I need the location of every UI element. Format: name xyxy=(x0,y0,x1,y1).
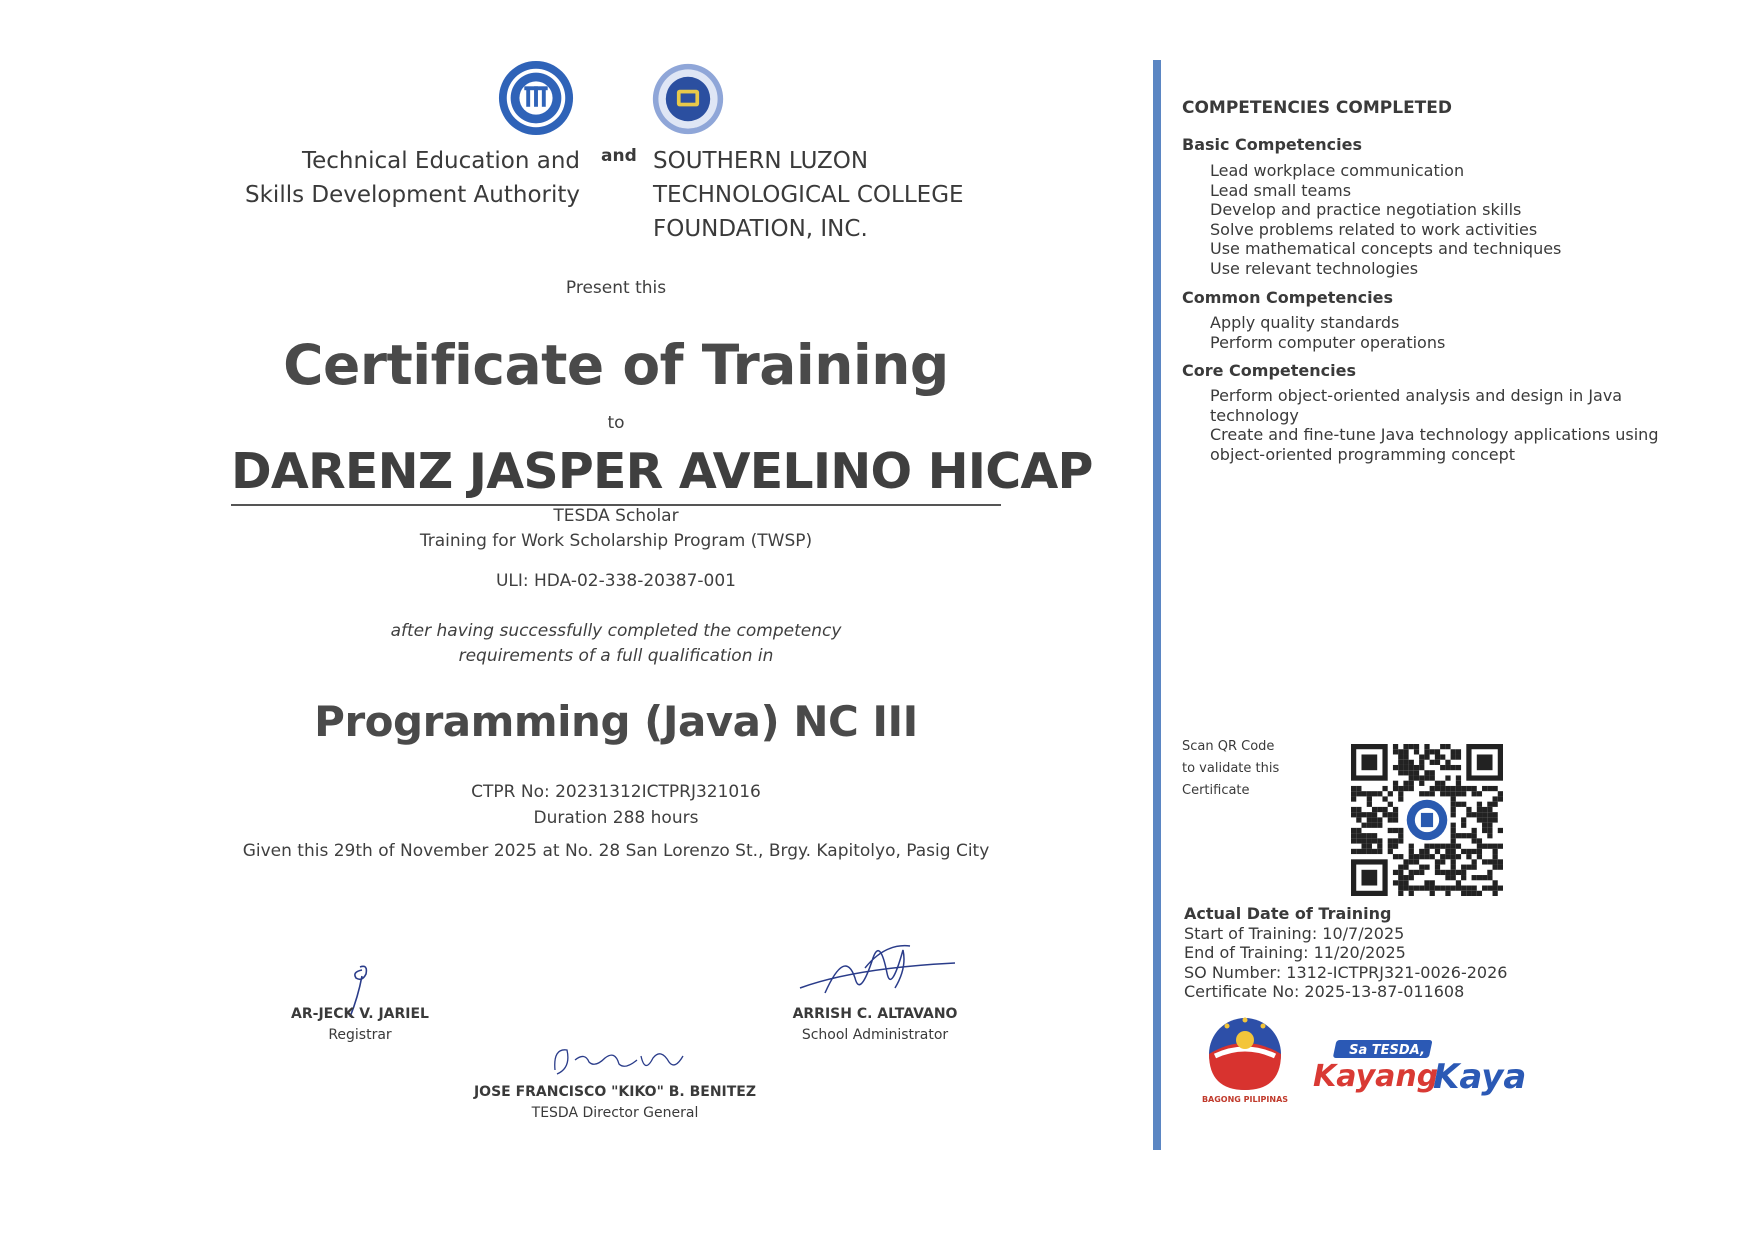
core-competencies-list xyxy=(1210,386,1690,464)
after-line2: requirements of a full qualification in xyxy=(458,646,774,666)
duration: Duration 288 hours xyxy=(533,808,699,828)
dg-role: TESDA Director General xyxy=(531,1105,699,1121)
school-org-name xyxy=(653,144,964,246)
scan-line1: Scan QR Code xyxy=(1182,739,1275,754)
sa-tesda-label: Sa TESDA, xyxy=(1349,1043,1425,1058)
registrar-name: AR-JECK V. JARIEL xyxy=(291,1006,429,1022)
completion-statement xyxy=(0,619,1232,669)
kayang-kaya-logo xyxy=(1311,1038,1535,1100)
list-item: Perform object-oriented analysis and design in Java technology xyxy=(1210,386,1623,425)
registrar-block xyxy=(260,1006,460,1043)
sltcf-seal-logo xyxy=(651,62,725,136)
scholar-info xyxy=(0,504,1232,554)
school-admin-block xyxy=(775,1006,975,1043)
ctpr-info xyxy=(0,779,1232,831)
so-number: SO Number: 1312-ICTPRJ321-0026-2026 xyxy=(1184,962,1508,982)
list-item: Develop and practice negotiation skills xyxy=(1210,200,1522,220)
page-divider xyxy=(1153,60,1161,1150)
training-dates xyxy=(1184,904,1507,1002)
scholar-line1: TESDA Scholar xyxy=(553,506,679,526)
list-item: Create and fine-tune Java technology applications using object-oriented programming concept xyxy=(1210,425,1659,464)
training-start: Start of Training: 10/7/2025 xyxy=(1184,923,1405,943)
kaya-label: Kaya xyxy=(1433,1057,1527,1097)
training-dates-heading: Actual Date of Training xyxy=(1184,904,1392,923)
list-item: Solve problems related to work activities xyxy=(1210,219,1538,239)
conjunction-and: and xyxy=(601,146,637,166)
after-line1: after having successfully completed the competency xyxy=(390,621,842,641)
admin-signature xyxy=(795,938,960,1008)
list-item: Apply quality standards xyxy=(1210,313,1400,332)
basic-competencies-list xyxy=(1210,161,1690,279)
list-item: Perform computer operations xyxy=(1210,332,1446,352)
basic-competencies-heading: Basic Competencies xyxy=(1182,135,1362,154)
org-left-line1: Technical Education and xyxy=(301,148,580,174)
competencies-heading: COMPETENCIES COMPLETED xyxy=(1182,98,1452,118)
present-text: Present this xyxy=(565,278,667,298)
scan-line3: Certificate xyxy=(1182,783,1250,798)
admin-role: School Administrator xyxy=(801,1027,949,1043)
bagong-pilipinas-label: BAGONG PILIPINAS xyxy=(1201,1095,1289,1104)
tesda-seal-logo xyxy=(497,59,575,137)
dg-name: JOSE FRANCISCO "KIKO" B. BENITEZ xyxy=(473,1084,757,1100)
list-item: Use mathematical concepts and techniques xyxy=(1210,239,1562,259)
org-right-line2: TECHNOLOGICAL COLLEGE xyxy=(653,182,964,208)
list-item: Lead small teams xyxy=(1210,180,1352,200)
qualification-title: Programming (Java) NC III xyxy=(314,697,918,746)
director-general-signature xyxy=(545,1040,695,1080)
uli-number: ULI: HDA-02-338-20387-001 xyxy=(495,571,737,591)
list-item: Lead workplace communication xyxy=(1210,161,1465,180)
validation-qr-code-icon[interactable] xyxy=(1351,744,1503,896)
kayang-label: Kayang xyxy=(1313,1059,1439,1094)
org-right-line3: FOUNDATION, INC. xyxy=(653,216,868,242)
director-general-block xyxy=(420,1084,810,1121)
certificate-title: Certificate of Training xyxy=(283,333,949,397)
given-statement: Given this 29th of November 2025 at No. 28 San Lorenzo St., Brgy. Kapitolyo, Pasig City xyxy=(242,841,990,861)
common-competencies-heading: Common Competencies xyxy=(1182,288,1393,307)
org-right-line1: SOUTHERN LUZON xyxy=(653,148,869,174)
registrar-role: Registrar xyxy=(328,1027,392,1043)
common-competencies-list xyxy=(1210,313,1690,352)
scholar-line2: Training for Work Scholarship Program (TWSP) xyxy=(419,531,813,551)
ctpr-number: CTPR No: 20231312ICTPRJ321016 xyxy=(471,782,761,802)
bagong-pilipinas-logo xyxy=(1189,1012,1301,1104)
to-text: to xyxy=(607,413,625,433)
org-left-line2: Skills Development Authority xyxy=(245,182,580,208)
tesda-org-name xyxy=(245,144,580,212)
qr-instructions xyxy=(1182,736,1302,802)
list-item: Use relevant technologies xyxy=(1210,258,1419,278)
training-end: End of Training: 11/20/2025 xyxy=(1184,943,1406,963)
recipient-name: DARENZ JASPER AVELINO HICAP xyxy=(231,442,1001,506)
admin-name: ARRISH C. ALTAVANO xyxy=(792,1006,958,1022)
core-competencies-heading: Core Competencies xyxy=(1182,361,1356,380)
scan-line2: to validate this xyxy=(1182,761,1280,776)
certificate-number: Certificate No: 2025-13-87-011608 xyxy=(1184,982,1465,1002)
